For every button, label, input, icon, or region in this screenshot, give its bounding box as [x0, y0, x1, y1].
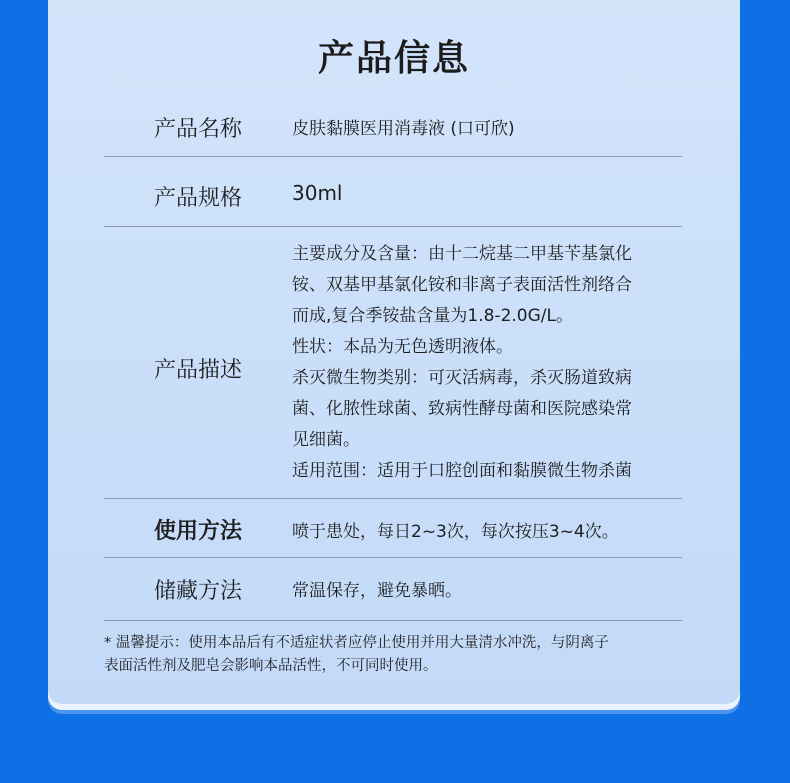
row-product-spec: [104, 157, 682, 227]
description-line: 铵、双基甲基氯化铵和非离子表面活性剂络合: [292, 275, 632, 295]
product-spec-label: 产品规格: [153, 186, 242, 211]
description-line: 而成,复合季铵盐含量为1.8-2.0G/L。: [292, 306, 573, 326]
description-line: 性状：本品为无色透明液体。: [292, 337, 513, 357]
product-spec-value: 30ml: [292, 181, 343, 205]
warning-note-line: * 温馨提示：使用本品后有不适症状者应停止使用并用大量清水冲洗，与阴离子: [104, 635, 609, 651]
description-line: 菌、化脓性球菌、致病性酵母菌和医院感染常: [292, 399, 632, 419]
warning-note: [104, 632, 689, 678]
row-product-description: [104, 227, 682, 499]
row-storage: [104, 558, 682, 621]
usage-value: 喷于患处，每日2~3次，每次按压3~4次。: [292, 522, 619, 542]
product-description-label: 产品描述: [153, 358, 242, 383]
description-line: 适用范围：适用于口腔创面和黏膜微生物杀菌: [292, 461, 632, 481]
description-line: 杀灭微生物类别：可灭活病毒，杀灭肠道致病: [292, 368, 632, 388]
storage-label: 储藏方法: [153, 579, 242, 604]
product-name-value: 皮肤黏膜医用消毒液 (口可欣): [292, 119, 515, 139]
description-line: 见细菌。: [292, 430, 360, 450]
product-name-label: 产品名称: [153, 117, 242, 142]
row-product-name: [104, 88, 682, 157]
product-description-text: [292, 239, 682, 487]
product-info-card: [48, 0, 740, 710]
row-usage: [104, 499, 682, 558]
warning-note-line: 表面活性剂及肥皂会影响本品活性，不可同时使用。: [104, 658, 438, 674]
usage-label: 使用方法: [153, 519, 242, 544]
description-line: 主要成分及含量：由十二烷基二甲基苄基氯化: [292, 244, 632, 264]
page-title: 产品信息: [317, 38, 470, 79]
storage-value: 常温保存，避免暴晒。: [292, 581, 462, 601]
